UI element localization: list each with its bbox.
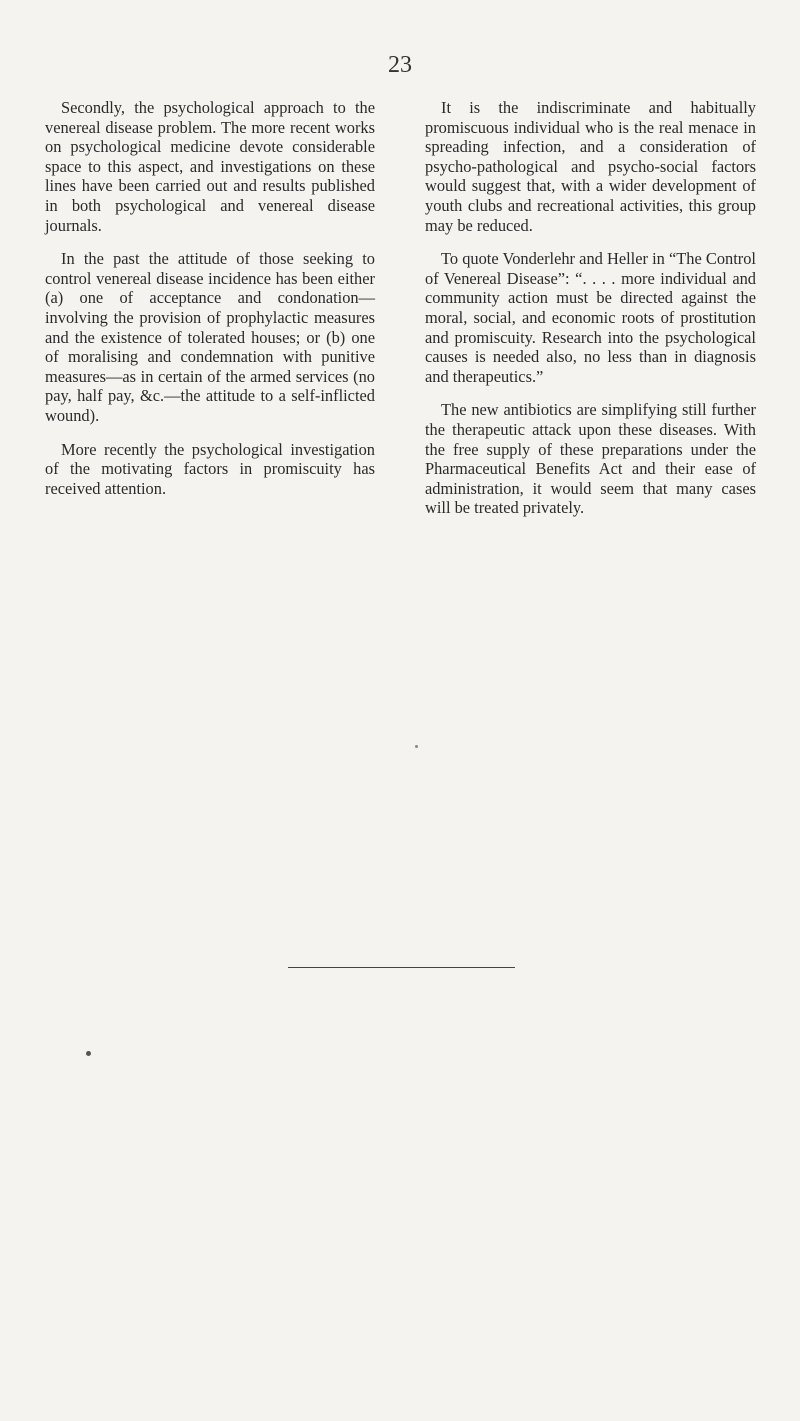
left-paragraph-3: More recently the psychological investigation of the motivating factors in promiscuity has received attention.	[45, 439, 375, 498]
left-paragraph-1: Secondly, the psychological approach to the venereal disease problem. The more recent works on psychological medicine devote considerable space to this aspect, and investigations on these lines have been carried out and results published in both psychological and venereal disease journals.	[45, 98, 375, 235]
right-paragraph-2: To quote Vonderlehr and Heller in “The Control of Venereal Disease”: “. . . . more individual and community action must be directed against the moral, social, and economic roots of prostitution and promiscuity. Research into the psychological causes is needed also, no less than in diagnosis and therapeutics.”	[425, 249, 756, 386]
right-column	[425, 98, 756, 532]
left-column	[45, 98, 375, 512]
page-number: 23	[388, 52, 412, 78]
scan-speck	[415, 745, 418, 748]
section-divider-rule	[288, 967, 515, 968]
left-paragraph-2: In the past the attitude of those seeking to control venereal disease incidence has been either (a) one of acceptance and condonation—involving the provision of prophylactic measures and the existence of tolerated houses; or (b) one of moralising and condemnation with punitive measures—as in certain of the armed services (no pay, half pay, &c.—the attitude to a self-inflicted wound).	[45, 249, 375, 425]
right-paragraph-3: The new antibiotics are simplifying still further the therapeutic attack upon these diseases. With the free supply of these preparations under the Pharmaceutical Benefits Act and their ease of administration, it would seem that many cases will be treated privately.	[425, 400, 756, 518]
scan-speck	[86, 1051, 91, 1056]
right-paragraph-1: It is the indiscriminate and habitually promiscuous individual who is the real menace in spreading infection, and a consideration of psycho-pathological and psycho-social factors would suggest that, with a wider development of youth clubs and recreational activities, this group may be reduced.	[425, 98, 756, 235]
